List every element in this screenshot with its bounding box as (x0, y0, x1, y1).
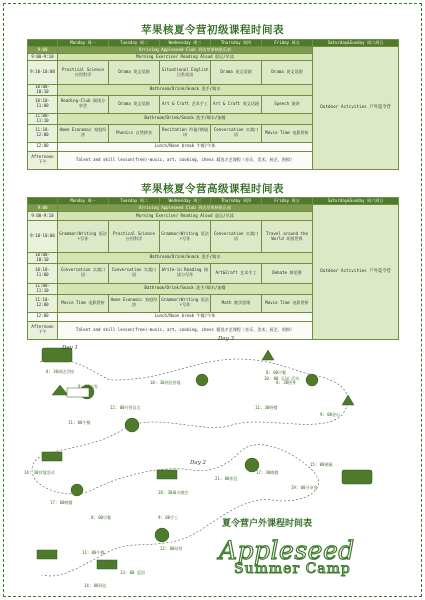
exercise-row: Morning Exercise/ Reading Aloud 晨运/早读 (58, 212, 313, 221)
route-label: 15: 00溯溪 (310, 462, 333, 467)
tree-icon (342, 395, 354, 405)
class-cell: Conversation 实战口语 (211, 124, 262, 142)
route-label: 10: 30到达营地 (150, 380, 181, 385)
break-row: Bathroom/Drink/Snack 洗手/喝水/加餐 (58, 283, 313, 294)
class-cell: Art & Craft 艺术手工 (160, 95, 211, 113)
route-label: 14: 30营地活动 (24, 470, 55, 475)
route-label: 11: 00午餐 (82, 550, 105, 555)
time-cell: 10:00-10:10 (28, 253, 58, 264)
route-label: 11: 00午餐 (68, 420, 91, 425)
class-cell: Conversation 实战口语 (211, 221, 262, 253)
senior-schedule (27, 197, 399, 340)
time-cell: 10:10-11:00 (28, 95, 58, 113)
header-fri: Friday 周五 (262, 198, 313, 205)
time-cell: 9:10-10:00 (28, 61, 58, 85)
route-label: 9: 30出发 (78, 384, 99, 389)
route-label: 10: 00 乐园 活动 (264, 376, 300, 381)
class-cell: Phonics 自然拼音 (109, 124, 160, 142)
group-icon (306, 374, 318, 386)
group-icon (155, 528, 169, 542)
weekend-outdoor: Outdoor Activities 户外夏令营 (313, 205, 399, 340)
tree-icon (262, 350, 274, 360)
day2-label: Day 2 (190, 460, 207, 466)
header-weekend: Saturday&Sunday 周六周日 (313, 198, 399, 205)
junior-schedule (27, 39, 399, 170)
route-label: 9: 00手工 (158, 515, 179, 520)
class-cell: Reading-Club 阅读分享会 (58, 95, 109, 113)
group-icon (125, 418, 139, 432)
time-cell: 11:10-12:00 (28, 294, 58, 312)
weekend-outdoor: Outdoor Activities 户外夏令营 (313, 47, 399, 170)
outdoor-title: 夏令营户外课程时间表 (222, 519, 313, 529)
class-cell: Grammar/Writing 语法+写作 (160, 294, 211, 312)
time-cell: 9:00 (28, 205, 58, 212)
summer-camp-logo: Summer Camp (234, 561, 351, 577)
class-cell: Travel around the World 环游世界 (262, 221, 313, 253)
class-cell: Situational English 日常英语 (160, 61, 211, 85)
break-row: Bathroom/Drink/Snack 洗手/喝水 (58, 253, 313, 264)
route-label: 8: 00早餐 (91, 515, 112, 520)
day1-label: Day 1 (62, 345, 79, 351)
header-mon: Monday 周一 (58, 198, 109, 205)
tent-icon (52, 385, 68, 395)
route-label: 8: 00早餐 (266, 370, 287, 375)
class-cell: Conversation 实战口语 (58, 263, 109, 283)
bed-icon (157, 470, 177, 479)
bed-icon (37, 550, 57, 559)
time-cell: 9:00-9:10 (28, 54, 58, 61)
class-cell: Home Economic 家庭经济 (58, 124, 109, 142)
time-cell: Afternoon 下午 (28, 151, 58, 169)
time-cell: 10:10-11:00 (28, 263, 58, 283)
class-cell: Movie Time 电影赏析 (262, 294, 313, 312)
bus-icon (342, 470, 372, 484)
route-label: 8: 30到达学校 (46, 369, 75, 374)
afternoon-row: Talent and skill lesson(free)-music, art, cooking, chess 精选才艺课程（音乐、美术、厨艺、围棋） (58, 321, 313, 339)
bed-icon (97, 560, 117, 569)
route-label: 13: 00 返回 (120, 570, 145, 575)
class-cell: Speech 演讲 (262, 95, 313, 113)
header-fri: Friday 周五 (262, 40, 313, 47)
arrival-row: Arriving Appleseed Club 到达苹果核俱乐部 (58, 47, 313, 54)
class-cell: Art & Craft 英文话剧 (211, 95, 262, 113)
class-cell: Grammar/Writing 语法+写作 (58, 221, 109, 253)
class-cell: Drama 英文话剧 (109, 61, 160, 85)
header-thu: Thursday 周四 (211, 198, 262, 205)
exercise-row: Morning Exercise/ Reading Aloud 晨运/早读 (58, 54, 313, 61)
class-cell: Movie Time 电影赏析 (262, 124, 313, 142)
day3-label: Day 3 (218, 336, 235, 342)
arrival-row: Arriving Appleseed Club 到达苹果核俱乐部 (58, 205, 313, 212)
class-cell: Write-in Reading 阅读与写作 (160, 263, 211, 283)
class-cell: Drama 英文话剧 (211, 61, 262, 85)
lunch-row: Lunch/Noon break 午餐/午休 (58, 312, 313, 321)
bed-icon (42, 452, 62, 461)
class-cell: Conversation 实战口语 (109, 263, 160, 283)
time-cell: 10:00-10:10 (28, 85, 58, 96)
route-label: 17: 00晚餐 (50, 500, 73, 505)
junior-title: 苹果核夏令营初级课程时间表 (141, 24, 284, 36)
time-cell: 9:10-10:00 (28, 221, 58, 253)
class-cell: Grammar/Writing 语法+写作 (160, 221, 211, 253)
time-cell: 12:00 (28, 312, 58, 321)
class-cell: Drama 英文话剧 (262, 61, 313, 85)
time-cell: Afternoon 下午 (28, 321, 58, 339)
header-weekend: Saturday&Sunday 周六周日 (313, 40, 399, 47)
time-cell: 11:00-11:10 (28, 113, 58, 124)
route-label: 11: 30野餐 (255, 405, 278, 410)
class-cell: Math 数学思维 (211, 294, 262, 312)
class-cell: Home Economic 家庭经济 (109, 294, 160, 312)
class-cell: Practical Science 应用科学 (58, 61, 109, 85)
class-cell: Recitation 吟诵/朗诵诗 (160, 124, 211, 142)
route-label: 21: 00休息 (215, 476, 238, 481)
header-thu: Thursday 周四 (211, 40, 262, 47)
time-cell: 9:00 (28, 47, 58, 54)
group-icon (71, 484, 83, 496)
break-row: Bathroom/Drink/Snack 洗手/喝水/加餐 (58, 113, 313, 124)
header-wed: Wednesday 周三 (160, 40, 211, 47)
header-tue: Tuesday 周二 (109, 198, 160, 205)
header-wed: Wednesday 周三 (160, 198, 211, 205)
route-label: 18: 30篝火晚会 (158, 490, 189, 495)
route-label: 17: 30晚餐 (256, 470, 279, 475)
time-cell: 11:00-11:10 (28, 283, 58, 294)
route-label: 14: 00到达 (84, 583, 107, 588)
route-label: 9: 00登山 (320, 412, 341, 417)
route-label: 19: 00分享会 (291, 485, 318, 490)
header-mon: Monday 周一 (58, 40, 109, 47)
appleseed-logo: Appleseed (219, 536, 355, 565)
break-row: Bathroom/Drink/Snack 洗手/喝水 (58, 85, 313, 96)
header-tue: Tuesday 周二 (109, 40, 160, 47)
route-label: 8: 30热身 (276, 380, 297, 385)
time-cell: 12:00 (28, 142, 58, 151)
class-cell: Debate 辩论赛 (262, 263, 313, 283)
class-cell: Art&Craft 艺术手工 (211, 263, 262, 283)
time-cell: 11:10-12:00 (28, 124, 58, 142)
route-label: 12: 00结营 (160, 546, 183, 551)
class-cell: Movie Time 电影赏析 (58, 294, 109, 312)
group-icon (196, 374, 208, 386)
class-cell: Drama 英文话剧 (109, 95, 160, 113)
lunch-row: Lunch/Noon break 午餐/午休 (58, 142, 313, 151)
afternoon-row: Talent and skill lesson(free)-music, art, cooking, chess 精选才艺课程（音乐、美术、厨艺、围棋） (58, 151, 313, 169)
class-cell: Practical Science 应用科学 (109, 221, 160, 253)
route-label: 12: 00开营仪式 (110, 405, 141, 410)
time-cell: 9:00-9:10 (28, 212, 58, 221)
senior-title: 苹果核夏令营高级课程时间表 (141, 183, 284, 195)
